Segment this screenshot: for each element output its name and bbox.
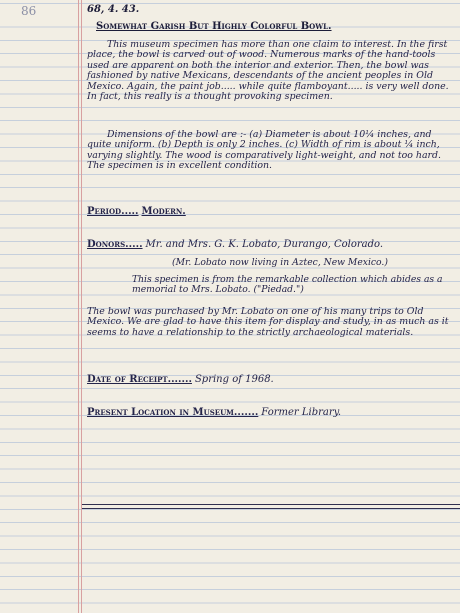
catalog-number: 68, 4. 43.	[87, 4, 140, 15]
margin-line	[81, 0, 82, 613]
donors-line	[87, 240, 449, 250]
donors-note: (Mr. Lobato now living in Aztec, New Mexico.)	[172, 257, 388, 268]
period-label: Period.....	[87, 206, 139, 217]
dimensions-paragraph: Dimensions of the bowl are :- (a) Diameter is about 10¼ inches, and quite uniform. (b) Depth is only 2 inches. (c) Width of rim is about ¼ inch, varying slightly. The wood is comparatively light-weight, and not too hard. The specimen is in excellent condition.	[87, 129, 442, 172]
entry-title: Somewhat Garish But Highly Colorful Bowl.	[96, 21, 332, 32]
page-number: 86	[21, 4, 37, 18]
margin-line	[78, 0, 79, 613]
donors-value: Mr. and Mrs. G. K. Lobato, Durango, Colorado.	[145, 239, 384, 250]
double-rule-top	[82, 504, 460, 505]
donors-label: Donors.....	[87, 239, 143, 250]
description-paragraph: This museum specimen has more than one claim to interest. In the first place, the bowl is carved out of wood. Numerous marks of the hand-tools used are apparent on both the interior and exterior. Then, the bowl was fashioned by native Mexicans, descendants of the ancient peoples in Old Mexico. Again, the paint job..... while quite flamboyant..... is very well done. In fact, this really is a thought provoking specimen.	[87, 39, 449, 103]
purchase-note: The bowl was purchased by Mr. Lobato on one of his many trips to Old Mexico. We are glad to have this item for display and study, in as much as it seems to have a relationship to the strictly archaeological materials.	[87, 306, 449, 338]
collection-note: This specimen is from the remarkable collection which abides as a memorial to Mrs. Lobato. ("Piedad.")	[132, 274, 443, 296]
location-label: Present Location in Museum.......	[87, 407, 259, 418]
period-value: Modern.	[141, 206, 186, 217]
receipt-value: Spring of 1968.	[194, 374, 274, 385]
location-value: Former Library.	[261, 407, 342, 418]
period-line	[87, 207, 449, 217]
receipt-label: Date of Receipt.......	[87, 374, 192, 385]
double-rule-bottom	[82, 508, 460, 509]
location-line	[87, 408, 449, 418]
receipt-line	[87, 375, 449, 385]
